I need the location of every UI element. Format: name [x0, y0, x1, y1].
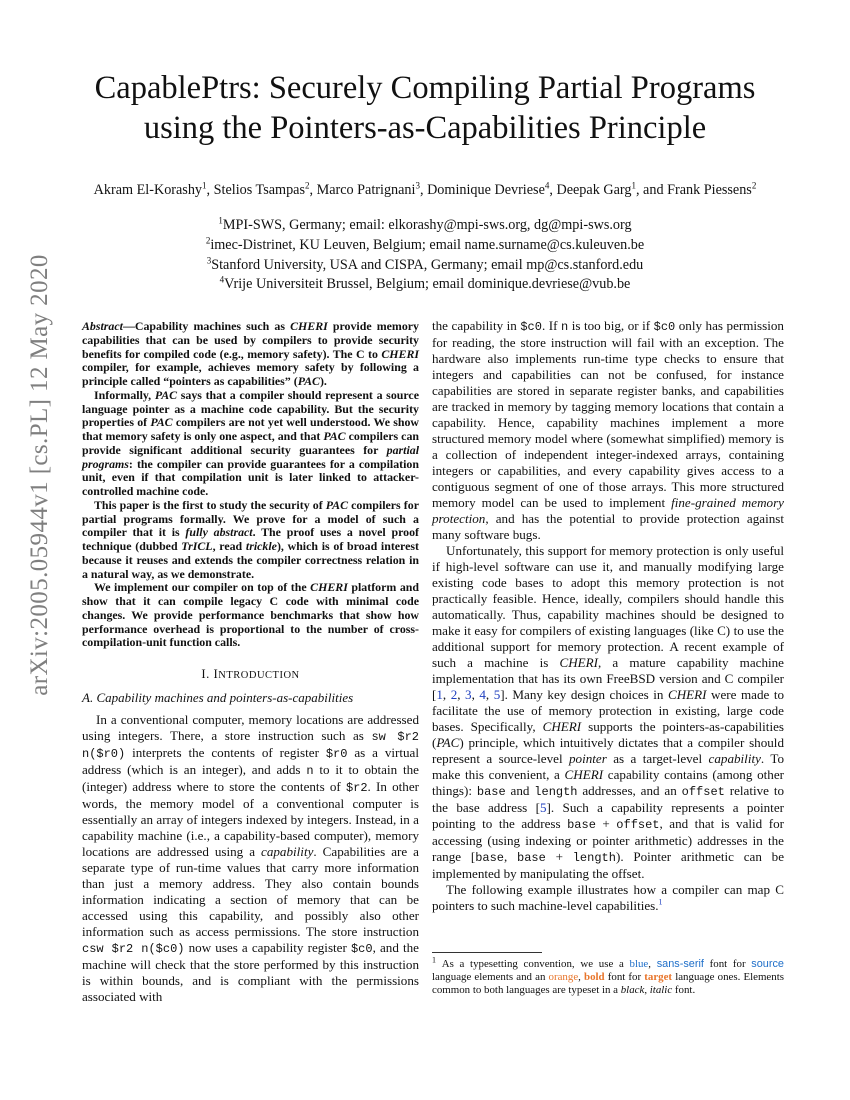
- section-heading-introduction: I. INTRODUCTION: [201, 667, 300, 681]
- author-list: Akram El-Korashy$^1$, Stelios Tsampas$^2$, Marco Patrignani$^3$, Dominique Devriese$^4$, Deepak Garg$^1$, and Frank Piessens$^2$: [93, 180, 757, 198]
- author-affiliation-mark: 1: [631, 180, 636, 191]
- author-affiliation-mark: 3: [415, 180, 420, 191]
- author-name: Frank Piessens: [667, 182, 752, 198]
- left-column: [82, 320, 419, 1005]
- footnote-mark: 1: [658, 897, 663, 907]
- intro-paragraph-1: In a conventional computer, memory locations are addressed using integers. There, a store instruction such as sw $r2 n($r0) interprets the contents of register $r0 as a virtual address (which is an integer), and adds n to it to obtain the (integer) address where to store the contents of $r2. In other words, the memory model of a conventional computer is essentially an array of integers indexed by integers. Instead, in a capability machine (i.e., a capability-based computer), memory locations are addressed using a capability. Capabilities are a separate type of run-time values that carry more information than just a memory address. They also contain bounds information indicating a section of memory that can be accessed using this capability, and possibly also other information such as access permissions. The store instruction csw $r2 n($c0) now uses a capability register $c0, and the machine will check that the store performed by this instruction is within bounds, and is compliant with the permissions associated with: [82, 712, 420, 1004]
- affiliation: $^3$Stanford University, USA and CISPA, Germany; email mp@cs.stanford.edu: [206, 254, 644, 273]
- author-name: Stelios Tsampas: [213, 182, 305, 198]
- author-name: Marco Patrignani: [316, 182, 416, 198]
- author-name: Dominique Devriese: [427, 182, 545, 198]
- abstract-paragraph-2: Informally, PAC says that a compiler should represent a source language pointer as a machine code capability. But the security properties of PAC compilers are not yet well understood. We show that memory safety is only one aspect, and that PAC compilers can provide significant additional security guarantees for partial programs: the compiler can provide guarantees for a compilation unit, even if that compilation unit is later linked to attacker-controlled machine code.: [82, 387, 419, 498]
- affiliation: $^4$Vrije Universiteit Brussel, Belgium; email dominique.devriese@vub.be: [219, 274, 631, 293]
- intro-paragraph-2: Unfortunately, this support for memory protection is only useful if high-level software can use it, and manually modifying large existing code bases to adopt this memory protection is not practically feasible. Hence, ideally, compilers should handle this automatically. Thus, capability machines should be designed to make it easy for compilers of existing languages (like C) to use the additional support for memory protection. A recent example of such a machine is CHERI, a mature capability machine implementation that has its own FreeBSD version and C compiler [1, 2, 3, 4, 5]. Many key design choices in CHERI were made to facilitate the use of memory protection in existing, large code bases. Specifically, CHERI supports the pointers-as-capabilities (PAC) principle, which intuitively dictates that a compiler should represent a source-level pointer as a target-level capability. To make this convenient, a CHERI capability contains (among other things): base and length addresses, and an offset relative to the base address [5]. Such a capability represents a pointer pointing to the address base + offset, and that is valid for accessing (using indexing or pointer arithmetic) addresses in the range [base, base + length). Pointer arithmetic can be implemented by manipulating the offset.: [432, 543, 785, 881]
- arxiv-stamp: [10, 254, 70, 696]
- footnote: $^1$ As a typesetting convention, we use a blue, sans-serif font for source language elements and an orange, bold font for target language ones. Elements common to both languages are typeset in a black, italic font.: [432, 955, 784, 997]
- affiliation-list: [0, 216, 850, 295]
- abstract-paragraph-3: This paper is the first to study the security of PAC compilers for partial programs formally. We prove for a model of such a compiler that it is fully abstract. The proof uses a novel proof technique (dubbed TrICL, read trickle), which is of broad interest because it reuses and extends the compiler correctness relation in a natural way, as we demonstrate.: [82, 497, 419, 581]
- abstract: [82, 320, 419, 650]
- abstract-label: Abstract: [82, 319, 123, 333]
- author-name: Akram El-Korashy: [93, 182, 203, 198]
- right-column: [432, 318, 784, 914]
- abstract-paragraph-4: We implement our compiler on top of the CHERI platform and show that it can compile legacy C code with minimal code changes. We provide performance benchmarks that show how performance overhead is proportional to the number of cross-compilation-unit function calls.: [82, 580, 419, 650]
- affiliation: $^1$MPI-SWS, Germany; email: elkorashy@mpi-sws.org, dg@mpi-sws.org: [218, 215, 632, 233]
- arxiv-id: arXiv:2005.05944v1 [cs.PL] 12 May 2020: [26, 254, 54, 696]
- title-line-1: CapablePtrs: Securely Compiling Partial Programs: [94, 70, 756, 106]
- footnote-rule: [432, 952, 542, 953]
- author-affiliation-mark: 1: [202, 180, 207, 191]
- author-affiliation-mark: 2: [304, 180, 310, 191]
- author-name: Deepak Garg: [556, 182, 632, 198]
- abstract-paragraph-1: Abstract—Capability machines such as CHERI provide memory capabilities that can be used by compilers to provide security benefits for compiled code (e.g., memory safety). The C to CHERI compiler, for example, achieves memory safety by following a principle called “pointers as capabilities” (PAC).: [82, 319, 419, 388]
- author-affiliation-mark: 4: [544, 180, 550, 191]
- author-affiliation-mark: 2: [751, 180, 757, 191]
- intro-paragraph-3: The following example illustrates how a compiler can map C pointers to such machine-level capabilities.$^1$: [432, 882, 784, 913]
- intro-paragraph-1-continued: the capability in $c0. If n is too big, or if $c0 only has permission for reading, the store instruction will fail with an exception. The hardware also implements run-time type checks to ensure that integers and capabilities can not be confused, for instance capabilities are stored in separate register banks, and capabilities are tracked in memory by tagging memory locations that contain a capability. Hence, capability machines implement a more structured memory model where (somewhat simplified) memory is a collection of independent integer-indexed arrays, containing integers or capabilities, and every capability gives access to a contiguous segment of one of those arrays. This more structured memory model can be used to implement fine-grained memory protection, and has the potential to provide protection against many software bugs.: [432, 318, 784, 542]
- paper-title: [0, 68, 850, 148]
- title-line-2: using the Pointers-as-Capabilities Principle: [143, 110, 707, 146]
- subsection-heading: A. Capability machines and pointers-as-capabilities: [82, 690, 354, 705]
- affiliation: $^2$imec-Distrinet, KU Leuven, Belgium; email name.surname@cs.kuleuven.be: [205, 235, 645, 253]
